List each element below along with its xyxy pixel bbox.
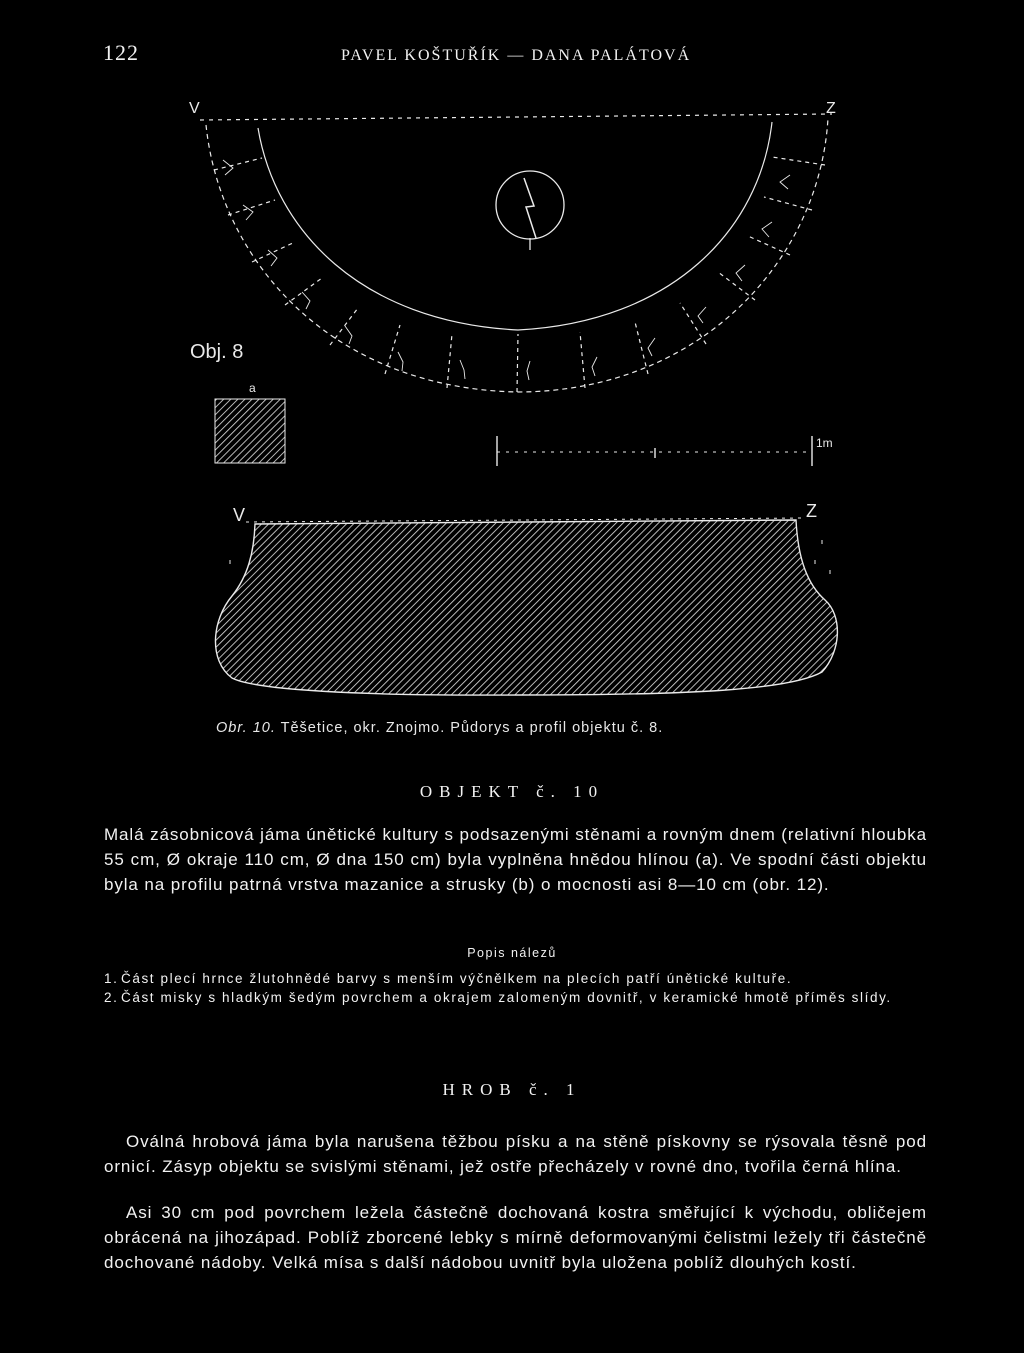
running-title: PAVEL KOŠTUŘÍK — DANA PALÁTOVÁ: [341, 47, 692, 64]
findings-heading: Popis nálezů: [467, 946, 557, 960]
item-number: 1.: [104, 971, 119, 986]
caption-text: Těšetice, okr. Znojmo. Půdorys a profil objektu č. 8.: [280, 720, 664, 736]
findings-list: [104, 969, 927, 1007]
object-10-description: Malá zásobnicová jáma únětické kultury s podsazenými stěnami a rovným dnem (relativní hloubka 55 cm, Ø okraje 110 cm, Ø dna 150 cm) byla vyplněna hnědou hlínou (a). Ve spodní části objektu byla na profilu patrná vrstva mazanice a strusky (b) o mocnosti asi 8—10 cm (obr. 12).: [104, 825, 927, 894]
list-item: [104, 988, 927, 1007]
figure-caption: [216, 720, 663, 736]
scale-bar: [497, 436, 812, 466]
scale-label: 1m: [816, 436, 833, 450]
legend-swatch: [215, 399, 285, 463]
caption-prefix: Obr. 10.: [216, 720, 276, 736]
page-number: 122: [103, 40, 139, 65]
item-text: Část misky s hladkým šedým povrchem a okrajem zalomeným dovnitř, v keramické hmotě příměs slídy.: [121, 990, 892, 1005]
section-heading-object-10: OBJEKT č. 10: [419, 782, 605, 801]
object-label: Obj. 8: [190, 341, 244, 363]
section-heading-grave-1: HROB č. 1: [442, 1080, 582, 1099]
grave-1-paragraph-2: Asi 30 cm pod povrchem ležela částečně dochovaná kostra směřující k východu, obličejem obrácená na jihozápad. Poblíž zborcené lebky s mírně deformovanými čelistmi ležely tři částečně dochované nádoby. Velká mísa s další nádobou uvnitř byla uložena poblíž dlouhých kostí.: [104, 1203, 927, 1272]
pit-profile: [215, 518, 837, 695]
grave-1-paragraph-1: Oválná hrobová jáma byla narušena těžbou písku a na stěně pískovny se rýsovala těsně pod ornicí. Zásyp objektu se svislými stěnami, jež ostře přecházely v rovné dno, tvořila černá hlína.: [104, 1132, 927, 1176]
pit-plan: [200, 114, 832, 392]
item-number: 2.: [104, 990, 119, 1005]
item-text: Část plecí hrnce žlutohnědé barvy s menším výčnělkem na plecích patří únětické kultuře.: [121, 971, 793, 986]
legend-letter: a: [249, 381, 256, 395]
plan-label-z: Z: [826, 100, 836, 117]
profile-label-v: V: [233, 505, 246, 525]
list-item: [104, 969, 927, 988]
north-arrow-icon: [496, 171, 564, 250]
plan-label-v: V: [189, 100, 200, 117]
profile-label-z: Z: [806, 501, 817, 521]
